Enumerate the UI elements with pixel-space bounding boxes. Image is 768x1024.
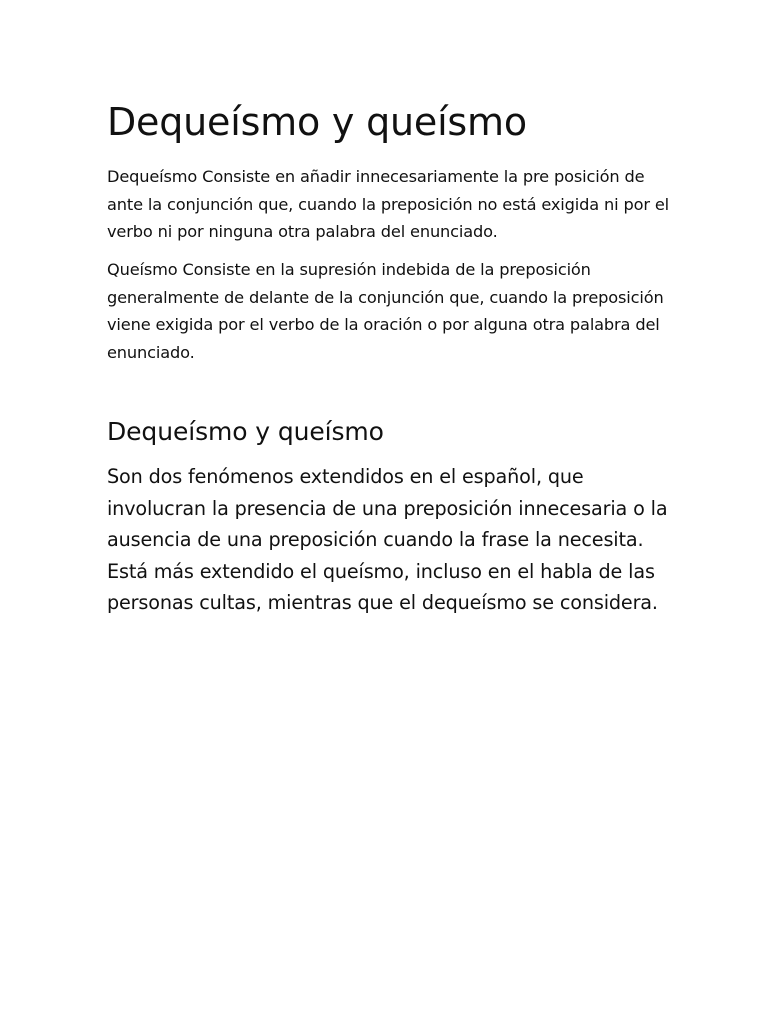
- section-body-paragraph: Son dos fenómenos extendidos en el español, que involucran la presencia de una preposición innecesaria o la ausencia de una preposición cuando la frase la necesita. Está más extendido el queísmo, incluso en el habla de las personas cultas, mientras que el dequeísmo se considera.: [107, 465, 668, 614]
- section-heading: Dequeísmo y queísmo: [107, 417, 384, 446]
- queismo-definition-paragraph: Queísmo Consiste en la supresión indebida de la preposición generalmente de delante de la conjunción que, cuando la preposición viene exigida por el verbo de la oración o por alguna otra palabra del enunciado.: [107, 260, 664, 362]
- page-title: Dequeísmo y queísmo: [107, 100, 527, 144]
- dequeismo-definition-paragraph: Dequeísmo Consiste en añadir innecesariamente la pre posición de ante la conjunción que, cuando la preposición no está exigida ni por el verbo ni por ninguna otra palabra del enunciado.: [107, 167, 670, 241]
